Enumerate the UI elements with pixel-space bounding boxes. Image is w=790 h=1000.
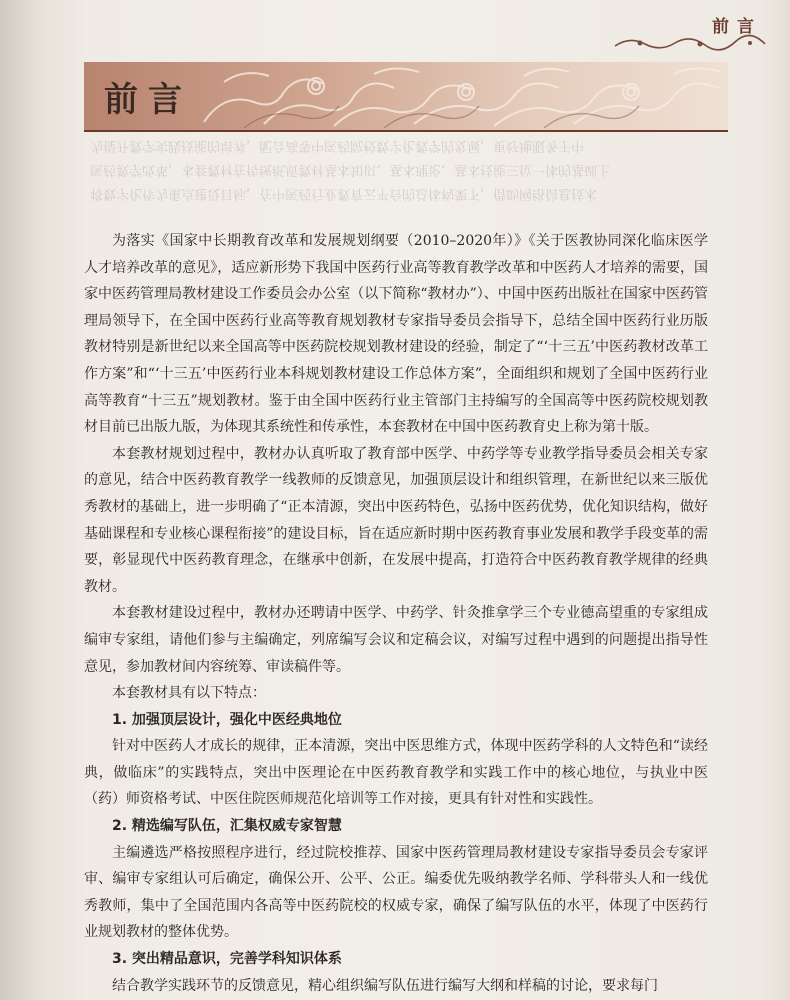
bleed-through-text: 为提升教学实践技能的培养，配合高等中医药院校数字化教学的发展，更好地服务于中 <box>90 138 585 153</box>
preface-body <box>84 228 708 999</box>
running-header-title: 前言 <box>712 17 762 37</box>
bleed-through-text: 医药教学改革，本套教材在传统纸质教材基本知识、基本理论、基本技能三位一体的基础上 <box>90 162 611 177</box>
body-paragraph: 本套教材建设过程中，教材办还聘请中医学、中药学、针灸推拿学三个专业德高望重的专家组成编审专家组，请他们参与主编确定，列席编写会议和定稿会议，对编写过程中遇到的问题提出指导性意见，参加教材间内容统筹、审读稿件等。 <box>84 605 708 675</box>
body-paragraph: 本套教材具有以下特点： <box>112 685 266 702</box>
body-paragraph: 为落实《国家中长期教育改革和发展规划纲要（2010–2020年）》《关于医教协同深化临床医学人才培养改革的意见》，适应新形势下我国中医药行业高等教育教学改革和中医药人才培养的需要，国家中医药管理局教材建设工作委员会办公室（以下简称“教材办”）、中国中医药出版社在国家中医药管理局领导下，在全国中医药行业高等教育规划教材专家指导委员会指导下，总结全国中医药行业历版教材特别是新世纪以来全国高等中医药院校规划教材建设的经验，制定了“‘十三五’中医药教材改革工作方案”和“‘十三五’中医药行业本科规划教材建设工作总体方案”，全面组织和规划了全国中医药行业高等教育“十三五”规划教材。鉴于由全国中医药行业主管部门主持编写的全国高等中医药院校规划教材目前已出版九版，为体现其系统性和传承性，本套教材在中国中医药教育史上称为第十版。 <box>84 233 708 436</box>
chapter-banner <box>84 62 728 132</box>
bleed-through-text: 将数字化作为重点建设目标，在中医药行业教育云平台的总体构架下，借助网络信息技术 <box>90 186 598 201</box>
chapter-title: 前言 <box>104 80 192 120</box>
section-heading: 1. 加强顶层设计，强化中医经典地位 <box>112 711 342 728</box>
running-header-ornament <box>610 34 770 52</box>
body-paragraph: 本套教材规划过程中，教材办认真听取了教育部中医学、中药学等专业教学指导委员会相关专家的意见，结合中医药教育教学一线教师的反馈意见，加强顶层设计和组织管理，在新世纪以来三版优秀教材的基础上，进一步明确了“正本清源，突出中医药特色，弘扬中医药优势，优化知识结构，做好基础课程和专业核心课程衔接”的建设目标，旨在适应新时期中医药教育事业发展和教学手段变革的需要，彰显现代中医药教育理念，在继承中创新，在发展中提高，打造符合中医药教育教学规律的经典教材。 <box>84 445 708 595</box>
section-paragraph: 结合教学实践环节的反馈意见，精心组织编写队伍进行编写大纲和样稿的讨论，要求每门 <box>112 977 658 994</box>
section-heading: 3. 突出精品意识，完善学科知识体系 <box>112 951 342 968</box>
section-heading: 2. 精选编写队伍，汇集权威专家智慧 <box>112 818 342 835</box>
section-paragraph: 主编遴选严格按照程序进行，经过院校推荐、国家中医药管理局教材建设专家指导委员会专家评审、编审专家组认可后确定，确保公开、公平、公正。编委优先吸纳教学名师、学科带头人和一线优秀教师，集中了全国范围内各高等中医药院校的权威专家，确保了编写队伍的水平，体现了中医药行业规划教材的整体优势。 <box>84 844 708 941</box>
section-paragraph: 针对中医药人才成长的规律，正本清源，突出中医思维方式，体现中医药学科的人文特色和“读经典，做临床”的实践特点，突出中医理论在中医药教育教学和实践工作中的核心地位，与执业中医（药）师资格考试、中医住院医师规范化培训等工作对接，更具有针对性和实践性。 <box>84 738 708 808</box>
